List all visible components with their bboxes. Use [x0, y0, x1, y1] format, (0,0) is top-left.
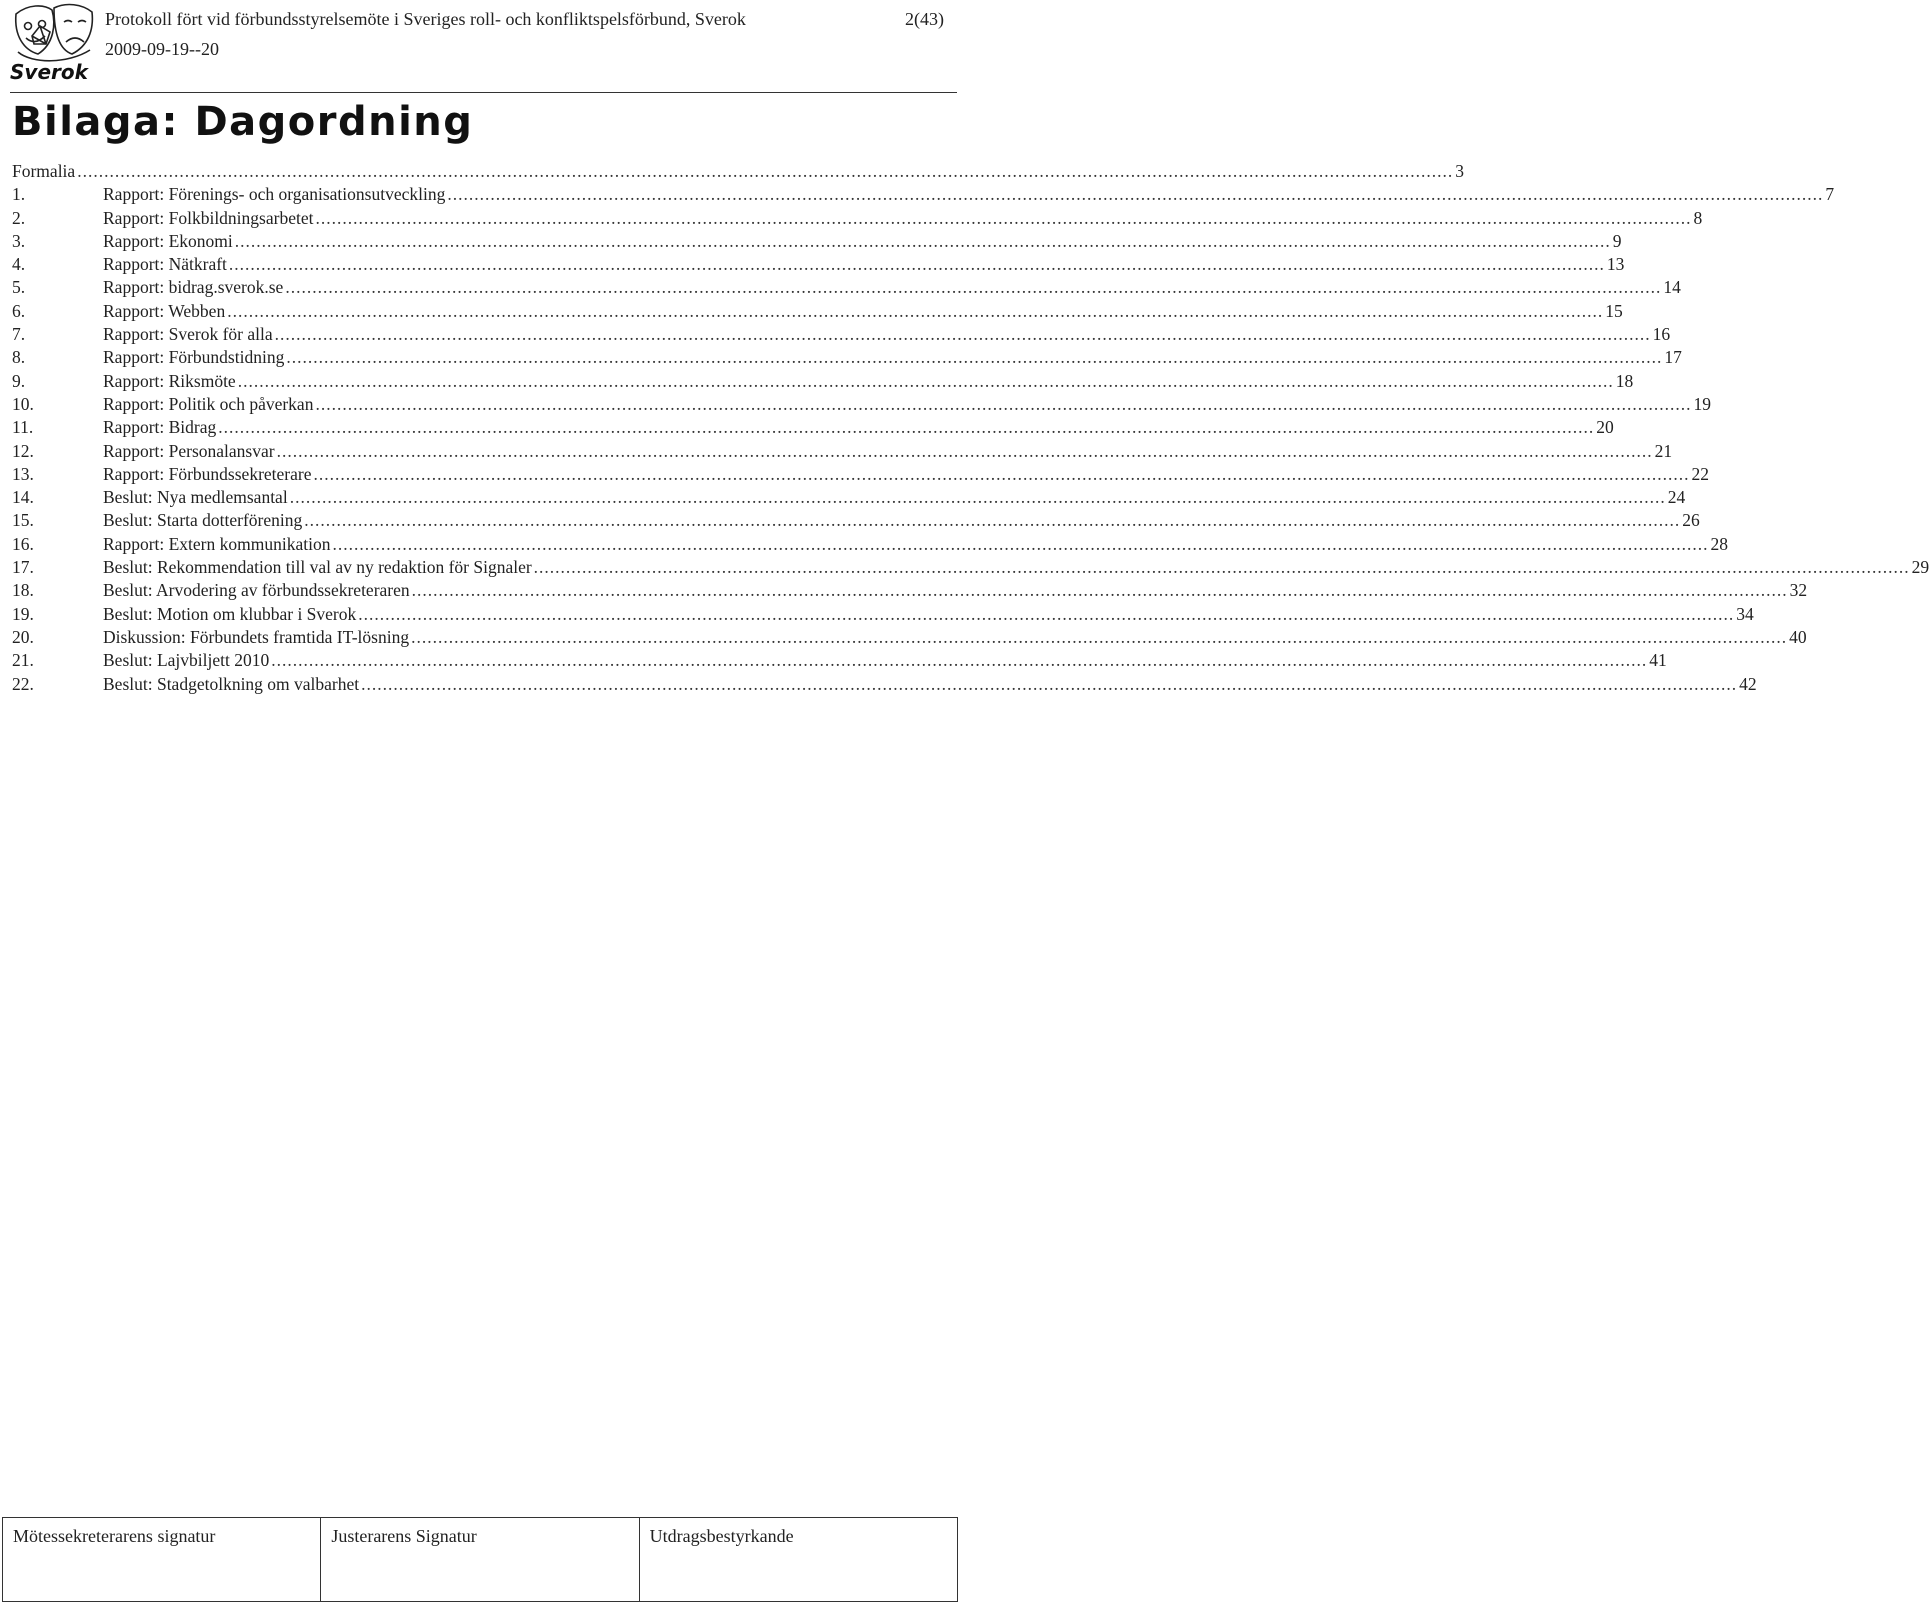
toc-entry[interactable] [12, 207, 1703, 230]
toc-entry-number: 17. [12, 557, 34, 578]
toc-leader-dots: ................................................................................................................................................................................................................................................................ [274, 324, 1651, 345]
toc-leader-dots: ................................................................................................................................................................................................................................................................ [228, 254, 1605, 275]
toc-entry[interactable] [12, 346, 1682, 369]
toc-entry-number: 13. [12, 463, 34, 484]
toc-entry-label: Rapport: Ekonomi [103, 230, 233, 251]
toc-leader-dots: ................................................................................................................................................................................................................................................................ [411, 626, 1788, 647]
toc-entry-label: Rapport: Förenings- och organisationsutveckling [103, 184, 446, 205]
toc-leader-dots: ................................................................................................................................................................................................................................................................ [313, 463, 1690, 484]
toc-entry-label: Beslut: Starta dotterförening [103, 510, 303, 531]
toc-entry-number: 15. [12, 510, 34, 531]
toc-leader-dots: ................................................................................................................................................................................................................................................................ [315, 393, 1692, 414]
toc-entry-label: Formalia [12, 161, 76, 181]
signature-box-adjuster[interactable] [320, 1518, 638, 1601]
toc-entry-label: Rapport: Sverok för alla [103, 324, 273, 345]
toc-entry-number: 22. [12, 673, 34, 694]
toc-entry[interactable] [12, 509, 1700, 532]
toc-entry-number: 2. [12, 207, 26, 228]
toc-entry-number: 6. [12, 300, 26, 321]
toc-entry-page: 40 [1789, 626, 1807, 647]
toc-entry-label: Rapport: Nätkraft [103, 254, 227, 275]
toc-entry[interactable] [12, 673, 1757, 696]
toc-entry-page: 7 [1825, 184, 1835, 205]
toc-entry-page: 29 [1911, 557, 1929, 578]
toc-entry-page: 8 [1693, 207, 1703, 228]
toc-entry-label: Rapport: Folkbildningsarbetet [103, 207, 314, 228]
toc-entry-page: 32 [1789, 580, 1808, 601]
toc-leader-dots: ................................................................................................................................................................................................................................................................ [227, 300, 1604, 321]
toc-entry-page: 21 [1654, 440, 1673, 461]
toc-entry-label: Diskussion: Förbundets framtida IT-lösning [103, 626, 410, 647]
toc-entry-page: 42 [1739, 673, 1757, 694]
toc-entry[interactable] [12, 276, 1681, 299]
toc-entry-page: 20 [1596, 417, 1614, 438]
toc-entry-page: 22 [1691, 463, 1709, 484]
toc-leader-dots: ................................................................................................................................................................................................................................................................ [304, 510, 1681, 531]
page-header [0, 0, 960, 96]
toc-entry[interactable] [12, 486, 1686, 509]
toc-entry-number: 20. [12, 626, 34, 647]
toc-entry-page: 18 [1615, 370, 1634, 391]
toc-entry-label: Rapport: Webben [103, 300, 226, 321]
toc-entry-page: 19 [1693, 393, 1711, 414]
signature-label: Mötessekreterarens signatur [13, 1526, 216, 1546]
toc-entry[interactable] [12, 626, 1807, 649]
toc-leader-dots: ................................................................................................................................................................................................................................................................ [218, 417, 1595, 438]
toc-leader-dots: ................................................................................................................................................................................................................................................................ [533, 557, 1910, 578]
toc-entry[interactable] [12, 183, 1835, 206]
toc-entry[interactable] [12, 323, 1671, 346]
toc-entry[interactable] [12, 649, 1667, 672]
toc-entry-number: 14. [12, 487, 34, 508]
toc-leader-dots: ................................................................................................................................................................................................................................................................ [237, 370, 1614, 391]
toc-leader-dots: ................................................................................................................................................................................................................................................................ [411, 580, 1788, 601]
toc-leader-dots: ................................................................................................................................................................................................................................................................ [447, 184, 1824, 205]
table-of-contents [12, 160, 1929, 696]
toc-entry-label: Rapport: Förbundssekreterare [103, 463, 312, 484]
toc-entry-label: Rapport: Förbundstidning [103, 347, 285, 368]
toc-entry-label: Rapport: Bidrag [103, 417, 217, 438]
toc-entry-number: 19. [12, 603, 34, 624]
toc-entry-label: Rapport: Extern kommunikation [103, 533, 331, 554]
toc-entry-number: 5. [12, 277, 26, 298]
toc-entry[interactable] [12, 603, 1754, 626]
toc-entry[interactable] [12, 533, 1728, 556]
toc-entry[interactable] [12, 370, 1634, 393]
toc-entry-page: 41 [1649, 650, 1667, 671]
toc-entry-page: 28 [1710, 533, 1728, 554]
toc-entry-page: 13 [1606, 254, 1625, 275]
toc-entry-label: Rapport: Riksmöte [103, 370, 236, 391]
signature-box-certification[interactable] [639, 1518, 958, 1601]
toc-entry[interactable] [12, 463, 1709, 486]
toc-entry-label: Beslut: Motion om klubbar i Sverok [103, 603, 357, 624]
toc-entry-number: 8. [12, 347, 26, 368]
signature-label: Justerarens Signatur [331, 1526, 477, 1546]
toc-entry-label: Beslut: Rekommendation till val av ny redaktion för Signaler [103, 557, 532, 578]
toc-entry-number: 18. [12, 580, 34, 601]
toc-leader-dots: ................................................................................................................................................................................................................................................................ [271, 650, 1648, 671]
toc-leader-dots: ................................................................................................................................................................................................................................................................ [286, 347, 1663, 368]
toc-entry-number: 11. [12, 417, 34, 438]
toc-entry-page: 15 [1605, 300, 1623, 321]
toc-entry-page: 34 [1736, 603, 1754, 624]
toc-entry-number: 1. [12, 184, 26, 205]
toc-entry[interactable] [12, 556, 1929, 579]
toc-entry[interactable] [12, 440, 1673, 463]
toc-entry-page: 17 [1664, 347, 1682, 368]
toc-leader-dots: ................................................................................................................................................................................................................................................................ [315, 207, 1692, 228]
toc-entry-page: 24 [1667, 487, 1686, 508]
toc-entry-page: 14 [1663, 277, 1681, 298]
signature-label: Utdragsbestyrkande [649, 1526, 794, 1546]
toc-entry-label: Rapport: Politik och påverkan [103, 393, 314, 414]
toc-entry[interactable] [12, 393, 1711, 416]
toc-leader-dots: ................................................................................................................................................................................................................................................................ [289, 487, 1666, 508]
toc-entry-number: 9. [12, 370, 26, 391]
toc-entry-label: Beslut: Lajvbiljett 2010 [103, 650, 270, 671]
toc-leader-dots: ................................................................................................................................................................................................................................................................ [358, 603, 1735, 624]
toc-entry-number: 3. [12, 230, 26, 251]
toc-entry-label: Rapport: Personalansvar [103, 440, 275, 461]
toc-leader-dots: ................................................................................................................................................................................................................................................................ [77, 161, 1454, 181]
header-divider [10, 92, 957, 93]
toc-entry[interactable] [12, 160, 1464, 183]
header-date: 2009-09-19--20 [105, 39, 219, 59]
toc-entry[interactable] [12, 230, 1622, 253]
toc-entry[interactable] [12, 300, 1623, 323]
toc-entry-page: 26 [1682, 510, 1700, 531]
toc-entry-number: 7. [12, 324, 26, 345]
toc-entry-number: 16. [12, 533, 34, 554]
page-number: 2(43) [905, 9, 944, 29]
signature-footer [2, 1517, 958, 1602]
toc-entry-number: 10. [12, 393, 34, 414]
signature-box-secretary[interactable] [2, 1518, 320, 1601]
toc-entry[interactable] [12, 416, 1614, 439]
logo-wordmark: Sverok [10, 60, 88, 84]
toc-entry-label: Rapport: bidrag.sverok.se [103, 277, 284, 298]
toc-leader-dots: ................................................................................................................................................................................................................................................................ [285, 277, 1662, 298]
document-title: Bilaga: Dagordning [12, 99, 474, 145]
toc-entry-label: Beslut: Nya medlemsantal [103, 487, 288, 508]
toc-entry-number: 4. [12, 254, 26, 275]
toc-leader-dots: ................................................................................................................................................................................................................................................................ [361, 673, 1738, 694]
toc-leader-dots: ................................................................................................................................................................................................................................................................ [332, 533, 1709, 554]
toc-entry-label: Beslut: Stadgetolkning om valbarhet [103, 673, 360, 694]
toc-entry-page: 16 [1652, 324, 1671, 345]
toc-entry-number: 12. [12, 440, 34, 461]
header-title: Protokoll fört vid förbundsstyrelsemöte i Sveriges roll- och konfliktspelsförbund, Sverok [105, 9, 746, 29]
toc-entry-page: 9 [1612, 230, 1622, 251]
toc-entry-page: 3 [1455, 161, 1464, 181]
toc-entry[interactable] [12, 253, 1625, 276]
toc-entry[interactable] [12, 579, 1808, 602]
toc-leader-dots: ................................................................................................................................................................................................................................................................ [276, 440, 1653, 461]
toc-leader-dots: ................................................................................................................................................................................................................................................................ [234, 230, 1611, 251]
toc-entry-number: 21. [12, 650, 34, 671]
toc-entry-label: Beslut: Arvodering av förbundssekreteraren [103, 580, 410, 601]
